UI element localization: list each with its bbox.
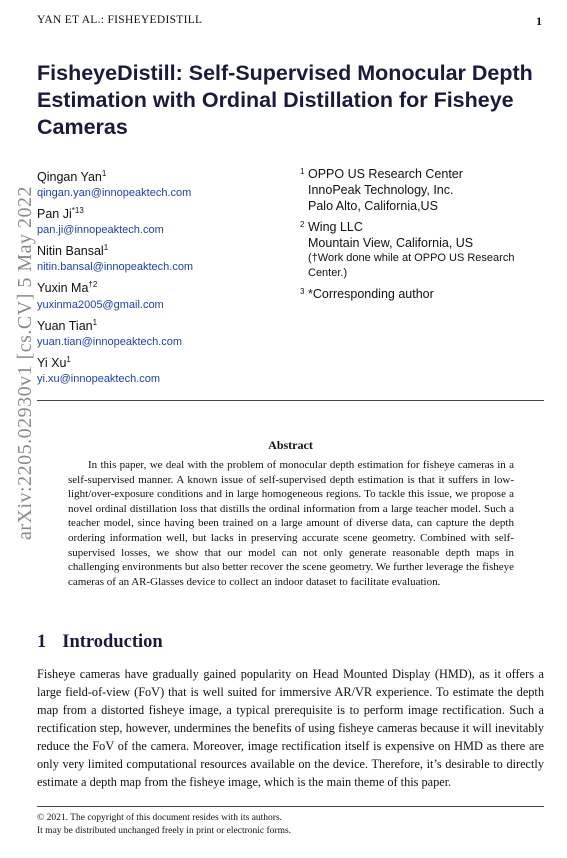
divider (37, 400, 544, 401)
copyright-notice: © 2021. The copyright of this document resides with its authors. (37, 813, 283, 823)
affiliation-mark: 3 (300, 287, 305, 296)
affiliation-line: Wing LLC (308, 220, 363, 234)
author-name: Yuxin Ma (37, 281, 89, 296)
author-name: Yuan Tian (37, 318, 93, 333)
affiliation-note: (†Work done while at OPPO US Research Center.) (308, 252, 515, 279)
arxiv-watermark: arXiv:2205.02930v1 [cs.CV] 5 May 2022 (14, 185, 36, 540)
author-affiliation-mark: 1 (101, 169, 107, 178)
author-entry (37, 166, 287, 201)
affiliation-line: Mountain View, California, US (308, 236, 474, 250)
author-name: Qingan Yan (37, 170, 102, 185)
distribution-notice: It may be distributed unchanged freely in print or electronic forms. (37, 826, 292, 836)
paper-title: FisheyeDistill: Self-Supervised Monocular Depth Estimation with Ordinal Distillation for Fisheye Cameras (37, 61, 533, 139)
affiliation-mark: 2 (300, 220, 305, 229)
affiliation-entry (300, 166, 555, 214)
author-entry (37, 352, 287, 387)
author-list (37, 166, 287, 389)
introduction-text: Fisheye cameras have gradually gained popularity on Head Mounted Display (HMD), as it offers a large field-of-view (FoV) that is well suited for immersive AR/VR experience. To estimate the depth map from a distorted fisheye image, a typical prerequisite is to perform image rectification. Such a rectification step, however, undermines the benefits of using fisheye cameras because it will inevitably reduce the FoV of the camera. Moreover, image rectification itself is expensive on HMD as there are only very limited computational resources available on the device. Therefore, it’s desirable to directly estimate a depth map from the fisheye image, which is the main theme of this paper. (37, 667, 544, 789)
author-email[interactable]: pan.ji@innopeaktech.com (37, 224, 164, 237)
author-email[interactable]: yi.xu@innopeaktech.com (37, 372, 161, 385)
affiliation-mark: 1 (300, 167, 305, 176)
page-number: 1 (536, 14, 542, 28)
author-email[interactable]: nitin.bansal@innopeaktech.com (37, 261, 194, 274)
affiliation-line: OPPO US Research Center (308, 167, 463, 181)
abstract-heading: Abstract (268, 438, 313, 452)
affiliation-entry (300, 219, 555, 281)
footer (37, 812, 291, 838)
affiliation-line: Palo Alto, California,US (308, 199, 438, 213)
affiliation-list (300, 166, 555, 307)
author-name: Pan Ji (37, 207, 72, 222)
author-entry (37, 315, 287, 350)
affiliation-entry (300, 286, 555, 302)
section-heading (37, 632, 163, 653)
author-affiliation-mark: 1 (92, 317, 98, 327)
author-name: Nitin Bansal (37, 244, 104, 259)
author-email[interactable]: yuxinma2005@gmail.com (37, 298, 164, 311)
author-entry (37, 240, 287, 275)
author-entry (37, 203, 287, 238)
affiliation-line: InnoPeak Technology, Inc. (308, 183, 454, 197)
author-email[interactable]: yuan.tian@innopeaktech.com (37, 335, 183, 348)
author-affiliation-mark: 1 (103, 243, 109, 253)
author-entry (37, 277, 287, 312)
author-affiliation-mark: *13 (71, 206, 84, 216)
running-head: YAN ET AL.: FISHEYEDISTILL (37, 14, 203, 26)
author-name: Yi Xu (37, 355, 67, 370)
section-title: Introduction (62, 632, 163, 652)
footer-divider (37, 806, 544, 807)
section-number: 1 (37, 632, 47, 652)
affiliation-line: *Corresponding author (308, 287, 434, 301)
author-affiliation-mark: †2 (88, 280, 98, 290)
author-affiliation-mark: 1 (66, 354, 71, 364)
abstract-text: In this paper, we deal with the problem of monocular depth estimation for fisheye cameras in a self-supervised manner. A known issue of self-supervised depth estimation is that it suffers in low-light/over-exposure conditions and in large homogeneous regions. To tackle this issue, we propose a novel ordinal distillation loss that distills the ordinal information from a large teacher model. Such a teacher model, since having been trained on a large amount of diverse data, can capture the depth ordering information well, but lacks in preserving accurate scene geometry. Combined with self-supervised losses, we show that our model can not only generate reasonable depth maps in challenging environments but also better recover the scene geometry. We further leverage the fisheye cameras of an AR-Glasses device to collect an indoor dataset to facilitate evaluation. (68, 459, 514, 588)
author-email[interactable]: qingan.yan@innopeaktech.com (37, 187, 192, 200)
